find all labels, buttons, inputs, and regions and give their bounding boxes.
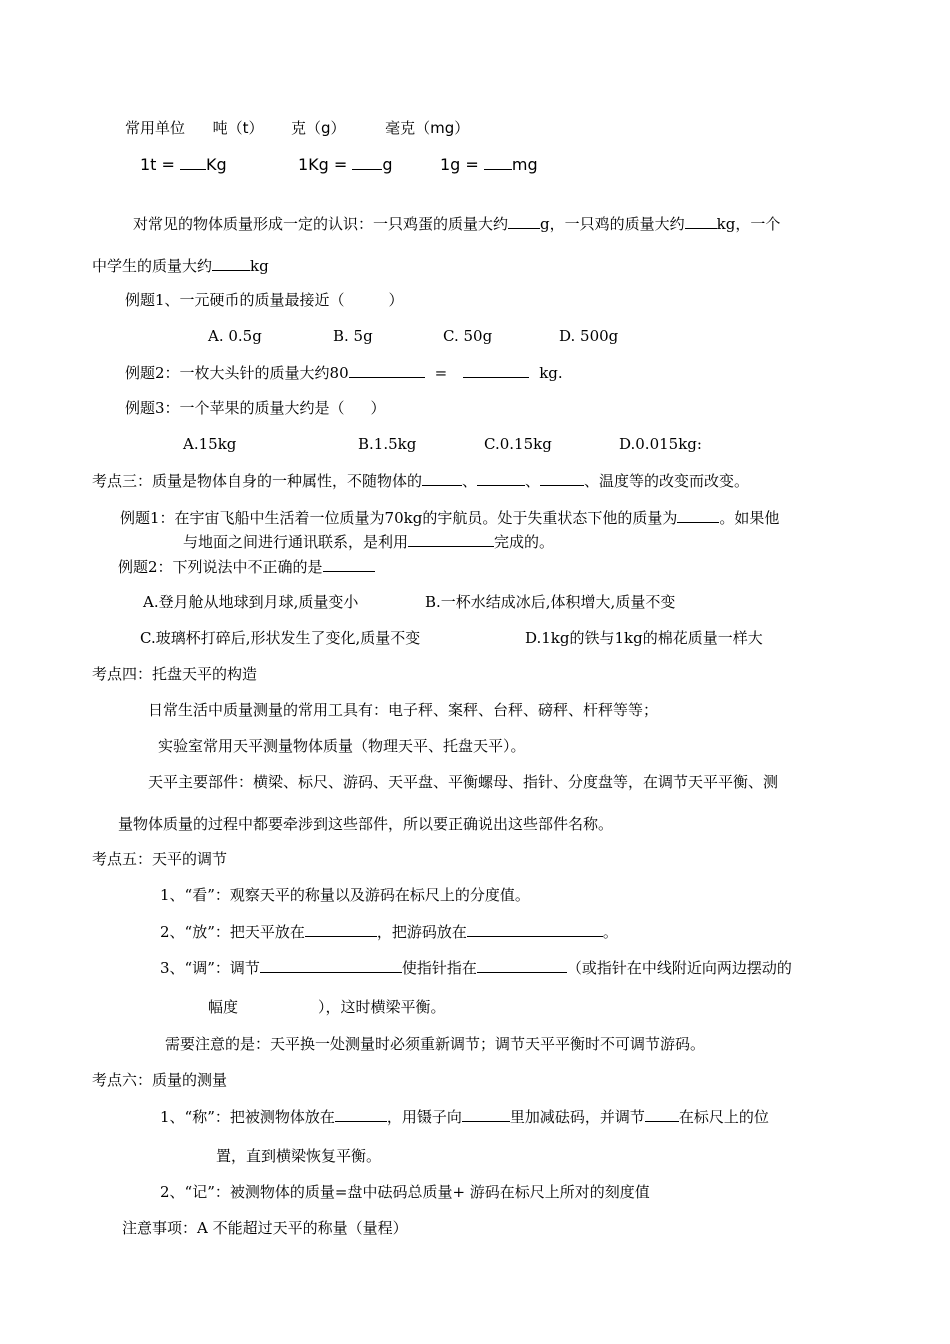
point-5-title: 考点五：天平的调节	[92, 850, 228, 868]
blank	[323, 556, 375, 572]
point-6-step-2: 2、“记”：被测物体的质量=盘中砝码总质量+ 游码在标尺上所对的刻度值	[160, 1183, 650, 1201]
conversion-kg-right: g	[382, 155, 393, 174]
question-text: 例题1、一元硬币的质量最接近（	[125, 291, 345, 309]
blank	[349, 362, 425, 378]
separator: 、	[525, 472, 541, 490]
question-text: 例题2：下列说法中不正确的是	[118, 558, 323, 576]
point-5-note: 需要注意的是：天平换一处测量时必须重新调节；调节天平平衡时不可调节游码。	[165, 1035, 706, 1053]
example-3-question	[125, 398, 386, 418]
example-3-option-a: A.15kg	[183, 435, 237, 453]
point-3-option-d: D.1kg的铁与1kg的棉花质量一样大	[525, 629, 763, 647]
point-6-title: 考点六：质量的测量	[92, 1071, 228, 1089]
point-4-title: 考点四：托盘天平的构造	[92, 665, 258, 683]
step-text: 在标尺上的位	[678, 1108, 769, 1126]
units-label: 常用单位	[125, 119, 186, 137]
estimate-text: g，一只鸡的质量大约	[540, 215, 685, 233]
blank	[180, 154, 206, 170]
question-text: 完成的。	[494, 533, 555, 551]
blank	[352, 154, 382, 170]
point-3-statement	[92, 470, 749, 491]
step-text: 里加减砝码，并调节	[509, 1108, 645, 1126]
example-2-question	[125, 362, 563, 383]
example-1-option-a: A. 0.5g	[208, 327, 262, 345]
blank	[260, 957, 402, 973]
conversion-ton-right: Kg	[206, 155, 227, 174]
step-text: 1、“称”：把被测物体放在	[160, 1108, 335, 1126]
question-text: 。如果他	[719, 509, 780, 527]
blank	[408, 531, 494, 547]
example-3-option-b: B.1.5kg	[358, 435, 417, 453]
estimate-text: 对常见的物体质量形成一定的认识：一只鸡蛋的质量大约	[133, 215, 509, 233]
question-text: ）	[388, 291, 404, 309]
blank	[477, 957, 567, 973]
question-text: =	[434, 364, 448, 382]
blank	[484, 154, 512, 170]
step-text: 幅度	[208, 998, 239, 1016]
blank	[467, 921, 603, 937]
conversion-kg	[298, 154, 393, 175]
point-3-option-b: B.一杯水结成冰后,体积增大,质量不变	[425, 593, 676, 611]
conversion-g	[440, 154, 538, 175]
blank	[677, 507, 719, 523]
blank	[305, 921, 377, 937]
point-5-step-2	[160, 921, 618, 942]
unit-milligram: 毫克（mg）	[385, 119, 470, 137]
units-line	[125, 118, 469, 138]
question-text: 例题2：一枚大头针的质量大约80	[125, 364, 349, 382]
point-6-step-1-cont: 置，直到横梁恢复平衡。	[216, 1147, 382, 1165]
point-4-line-1: 日常生活中质量测量的常用工具有：电子秤、案秤、台秤、磅秤、杆秤等等；	[148, 701, 659, 719]
blank	[462, 1106, 510, 1122]
blank	[645, 1106, 679, 1122]
question-text: 例题3：一个苹果的质量大约是（	[125, 399, 345, 417]
point-4-line-3: 天平主要部件：横梁、标尺、游码、天平盘、平衡螺母、指针、分度盘等，在调节天平平衡、测	[148, 773, 779, 791]
example-3-option-c: C.0.15kg	[484, 435, 552, 453]
point-6-note: 注意事项：A 不能超过天平的称量（量程）	[122, 1219, 408, 1237]
estimate-text: 中学生的质量大约	[92, 257, 213, 275]
question-text: 与地面之间进行通讯联系，是利用	[183, 533, 409, 551]
conversion-kg-left: 1Kg =	[298, 155, 348, 174]
blank	[685, 213, 717, 229]
step-text: 3、“调”：调节	[160, 959, 260, 977]
point-5-step-3	[160, 957, 792, 978]
blank	[540, 470, 584, 486]
estimate-line-1	[133, 213, 780, 234]
unit-ton: 吨（t）	[212, 119, 264, 137]
example-1-option-c: C. 50g	[443, 327, 493, 345]
example-1-option-b: B. 5g	[333, 327, 373, 345]
estimate-line-2	[92, 255, 269, 276]
statement-text: 、温度等的改变而改变。	[584, 472, 750, 490]
step-text: （或指针在中线附近向两边摆动的	[566, 959, 792, 977]
step-text: 使指针指在	[401, 959, 477, 977]
step-text: 2、“放”：把天平放在	[160, 923, 305, 941]
step-text: 。	[602, 923, 618, 941]
point-4-line-4: 量物体质量的过程中都要牵涉到这些部件，所以要正确说出这些部件名称。	[118, 815, 614, 833]
point-3-option-c: C.玻璃杯打碎后,形状发生了变化,质量不变	[140, 629, 421, 647]
point-6-step-1	[160, 1106, 769, 1127]
example-1-option-d: D. 500g	[559, 327, 619, 345]
step-text: ，把游码放在	[376, 923, 467, 941]
separator: 、	[462, 472, 478, 490]
blank	[463, 362, 529, 378]
blank	[335, 1106, 387, 1122]
statement-text: 考点三：质量是物体自身的一种属性，不随物体的	[92, 472, 423, 490]
question-text: 例题1：在宇宙飞船中生活着一位质量为70kg的宇航员。处于失重状态下他的质量为	[120, 509, 678, 527]
point-5-step-3-cont	[208, 997, 446, 1017]
conversion-ton-left: 1t =	[140, 155, 175, 174]
point-5-step-1: 1、“看”：观察天平的称量以及游码在标尺上的分度值。	[160, 886, 530, 904]
blank	[508, 213, 540, 229]
point-3-option-a: A.登月舱从地球到月球,质量变小	[143, 593, 359, 611]
conversion-g-left: 1g =	[440, 155, 479, 174]
blank	[422, 470, 462, 486]
blank	[212, 255, 250, 271]
conversion-ton	[140, 154, 227, 175]
step-text: ），这时横梁平衡。	[318, 998, 446, 1016]
conversion-g-right: mg	[511, 155, 538, 174]
point-3-example-1-line-1	[120, 507, 779, 528]
point-3-example-1-line-2	[183, 531, 554, 552]
step-text: ，用镊子向	[386, 1108, 462, 1126]
estimate-text: kg	[250, 257, 269, 275]
estimate-text: kg，一个	[716, 215, 781, 233]
question-text: ）	[370, 399, 386, 417]
unit-gram: 克（g）	[291, 119, 346, 137]
example-1-question	[125, 290, 404, 310]
point-4-line-2: 实验室常用天平测量物体质量（物理天平、托盘天平）。	[158, 737, 526, 755]
question-text: kg.	[539, 364, 563, 382]
blank	[477, 470, 525, 486]
point-3-example-2-question	[118, 556, 375, 577]
example-3-option-d: D.0.015kg:	[619, 435, 702, 453]
